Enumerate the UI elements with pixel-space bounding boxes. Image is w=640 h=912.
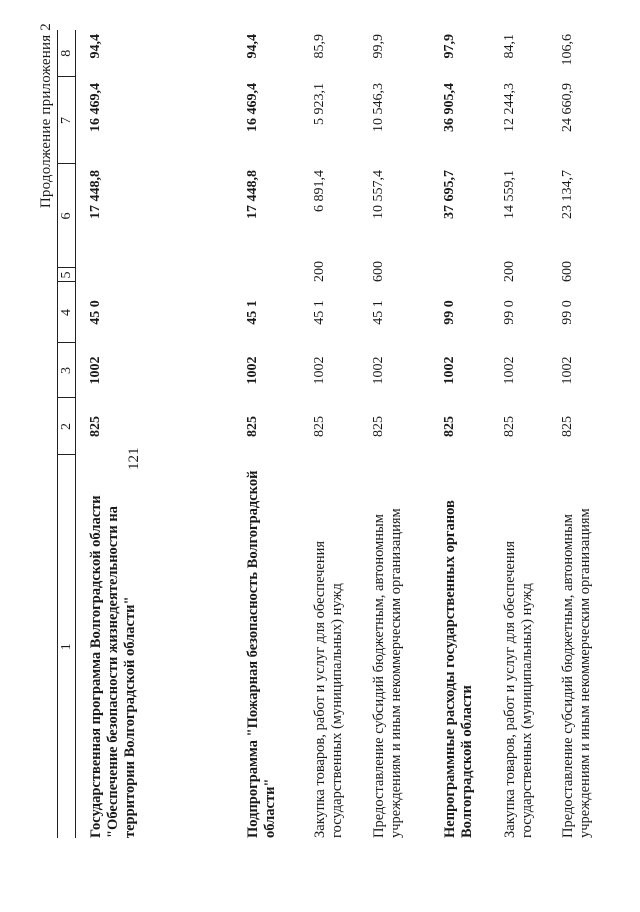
- cell-planned: 14 559,1: [501, 170, 517, 219]
- cell-ministry: 825: [311, 416, 327, 437]
- cell-planned: 37 695,7: [441, 170, 457, 219]
- cell-ministry: 825: [441, 416, 457, 437]
- cell-planned: 17 448,8: [88, 170, 103, 219]
- row-name: Закупка товаров, работ и услуг для обеспечения государственных (муниципальных) нужд: [311, 540, 345, 838]
- cell-executed: 10 546,3: [370, 83, 386, 132]
- table-row: [233, 30, 300, 838]
- row-name: Непрограммные расходы государственных органов Волгоградской области: [441, 500, 475, 838]
- cell-ministry: 825: [370, 416, 386, 437]
- cell-article: 45 1: [311, 300, 327, 325]
- appendix-note: Продолжение приложения 2: [38, 23, 54, 209]
- row-name: Предоставление субсидий бюджетным, автономным учреждениям и иным некоммерческим организациям: [559, 508, 593, 838]
- table-row: [76, 30, 233, 838]
- column-header: 2: [58, 398, 76, 455]
- cell-planned: 17 448,8: [244, 170, 260, 219]
- cell-executed: 16 469,4: [88, 83, 103, 132]
- column-header: 7: [58, 77, 76, 164]
- budget-table: [57, 30, 618, 838]
- cell-executed: 12 244,3: [501, 83, 517, 132]
- cell-percent: 106,6: [559, 34, 575, 66]
- cell-article: 99 0: [441, 300, 457, 325]
- table-row: [548, 30, 618, 838]
- cell-executed: 16 469,4: [244, 83, 260, 132]
- cell-planned: 6 891,4: [311, 170, 327, 212]
- header-row: [58, 30, 76, 838]
- cell-section: 1002: [559, 356, 575, 385]
- cell-expense-type: 600: [370, 261, 386, 282]
- row-name: Подпрограмма "Пожарная безопасность Волгоградской области": [244, 470, 278, 838]
- row-name: Государственная программа Волгоградской области "Обеспечение безопасности жизнедеятельности на территории Волгоградской области": [88, 495, 138, 838]
- row-name: Закупка товаров, работ и услуг для обеспечения государственных (муниципальных) нужд: [501, 540, 535, 838]
- table-row: [430, 30, 490, 838]
- cell-section: 1002: [441, 356, 457, 385]
- cell-article: 45 1: [244, 300, 260, 325]
- cell-expense-type: 200: [311, 261, 327, 282]
- cell-expense-type: [76, 268, 233, 282]
- cell-ministry: 825: [244, 416, 260, 437]
- cell-section: 1002: [501, 356, 517, 385]
- cell-expense-type: 200: [501, 261, 517, 282]
- cell-executed: 5 923,1: [311, 83, 327, 125]
- cell-percent: 99,9: [370, 34, 386, 59]
- cell-section: 1002: [244, 356, 260, 385]
- cell-expense-type: 600: [559, 261, 575, 282]
- page-number: 121: [126, 447, 142, 470]
- cell-planned: 23 134,7: [559, 170, 575, 219]
- column-header: 8: [58, 30, 76, 77]
- cell-ministry: 825: [559, 416, 575, 437]
- cell-article: 45 1: [370, 300, 386, 325]
- table-row: [490, 30, 548, 838]
- cell-section: 1002: [88, 356, 103, 385]
- cell-expense-type: [233, 268, 300, 282]
- cell-percent: 97,9: [441, 34, 457, 59]
- table-row: [300, 30, 359, 838]
- column-header: 4: [58, 282, 76, 343]
- cell-planned: 10 557,4: [370, 170, 386, 219]
- table-row: [359, 30, 430, 838]
- cell-ministry: 825: [501, 416, 517, 437]
- column-header: 5: [58, 268, 76, 282]
- column-header: 3: [58, 343, 76, 398]
- column-header: 6: [58, 164, 76, 268]
- column-header: 1: [58, 455, 76, 838]
- cell-executed: 36 905,4: [441, 83, 457, 132]
- cell-percent: 84,1: [501, 34, 517, 59]
- cell-ministry: 825: [88, 416, 103, 437]
- cell-section: 1002: [370, 356, 386, 385]
- cell-expense-type: [430, 268, 490, 282]
- cell-percent: 94,4: [88, 34, 103, 59]
- cell-executed: 24 660,9: [559, 83, 575, 132]
- cell-percent: 85,9: [311, 34, 327, 59]
- cell-article: 45 0: [88, 300, 103, 325]
- cell-section: 1002: [311, 356, 327, 385]
- cell-article: 99 0: [501, 300, 517, 325]
- row-name: Предоставление субсидий бюджетным, автономным учреждениям и иным некоммерческим организациям: [370, 508, 404, 838]
- cell-percent: 94,4: [244, 34, 260, 59]
- cell-article: 99 0: [559, 300, 575, 325]
